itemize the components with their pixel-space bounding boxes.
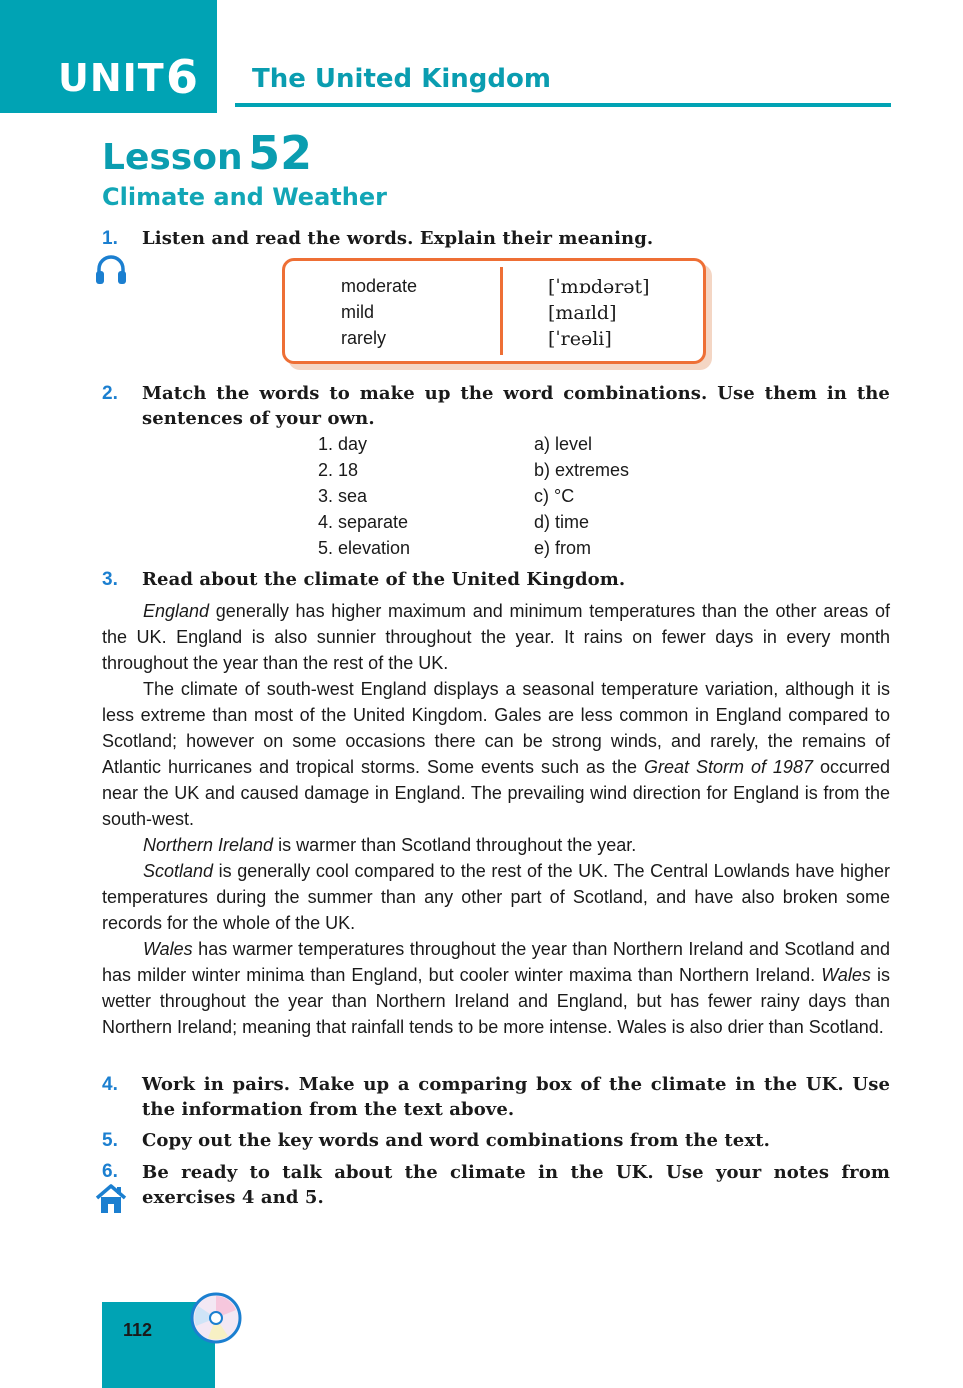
paragraph-text: is generally cool compared to the rest of the UK. The Central Lowlands have higher temperatures during the summer than any other part of Scotland, and have also broken some records for the whole of the UK. — [102, 861, 890, 933]
vocab-word: rarely — [341, 328, 387, 348]
paragraph-text: is wetter throughout the year than Northern Ireland and England, but has fewer rainy days than Northern Ireland; meaning that rainfall tends to be more intense. Wales is also drier than Scotland. — [102, 965, 890, 1037]
matching-left-column — [318, 431, 410, 561]
vocab-transcription: [maɪld] — [548, 302, 617, 324]
reading-paragraph — [102, 676, 890, 832]
exercise-5-instruction: Copy out the key words and word combinations from the text. — [142, 1130, 770, 1151]
exercise-3-number: 3. — [102, 569, 118, 590]
match-option: b) extremes — [534, 460, 630, 480]
match-item: 5. elevation — [318, 538, 411, 558]
exercise-6-instruction: Be ready to talk about the climate in the UK. Use your notes from exercises 4 and 5. — [142, 1162, 890, 1208]
paragraph-text: is warmer than Scotland throughout the year. — [273, 835, 637, 855]
header-divider — [235, 103, 891, 107]
match-option: d) time — [534, 512, 590, 532]
match-option: c) °C — [534, 486, 575, 506]
event-name: Great Storm of 1987 — [643, 757, 813, 777]
vocabulary-words — [341, 273, 417, 351]
match-item: 2. 18 — [318, 460, 359, 480]
page-number: 112 — [123, 1320, 153, 1340]
matching-right-column — [534, 431, 629, 561]
vocab-transcription: [ˈreəli] — [548, 328, 612, 350]
reading-text — [102, 598, 890, 1040]
vocab-word: mild — [341, 302, 375, 322]
paragraph-text: occurred near the UK and caused damage in England. The prevailing wind direction for England is from the south-west. — [102, 757, 890, 829]
unit-label: UNIT — [58, 56, 165, 100]
vocabulary-box — [282, 258, 706, 364]
paragraph-text: generally has higher maximum and minimum temperatures than the other areas of the UK. England is also sunnier throughout the year. It rains on fewer days in every month throughout the year than the rest of the UK. — [102, 601, 890, 673]
reading-paragraph — [102, 832, 890, 858]
match-item: 1. day — [318, 434, 368, 454]
vocabulary-transcriptions — [548, 274, 650, 352]
exercise-1-number: 1. — [102, 228, 118, 249]
vocab-word: moderate — [341, 276, 418, 296]
match-item: 4. separate — [318, 512, 409, 532]
exercise-4-number: 4. — [102, 1074, 118, 1095]
vocab-transcription: [ˈmɒdərət] — [548, 276, 650, 298]
unit-number: 6 — [166, 50, 199, 104]
exercise-2-number: 2. — [102, 383, 118, 404]
reading-paragraph — [102, 858, 890, 936]
match-option: e) from — [534, 538, 592, 558]
exercise-6-number: 6. — [102, 1161, 118, 1182]
region-name: Scotland — [143, 861, 214, 881]
exercise-2-instruction: Match the words to make up the word combinations. Use them in the sentences of your own. — [142, 383, 890, 429]
headphones-icon[interactable] — [94, 253, 128, 292]
vocabulary-divider — [500, 267, 503, 355]
paragraph-text: The climate of south-west England displays a seasonal temperature variation, although it is less extreme than most of the United Kingdom. Gales are less common in England compared to Scotland; however on some occasions there can be strong winds, and rarely, the remains of Atlantic hurricanes and tropical storms. Some events such as the — [102, 679, 890, 777]
match-item: 3. sea — [318, 486, 368, 506]
exercise-1-instruction: Listen and read the words. Explain their meaning. — [142, 228, 654, 249]
house-icon — [95, 1183, 127, 1220]
lesson-word: Lesson — [102, 137, 243, 178]
unit-title: The United Kingdom — [252, 64, 551, 94]
reading-paragraph — [102, 936, 890, 1040]
region-name: Wales — [143, 939, 193, 959]
unit-badge — [0, 0, 217, 113]
lesson-subtitle: Climate and Weather — [102, 183, 387, 211]
cd-icon[interactable] — [190, 1292, 242, 1349]
region-name: Northern Ireland — [143, 835, 274, 855]
lesson-number: 52 — [248, 126, 313, 180]
exercise-4-instruction: Work in pairs. Make up a comparing box of the climate in the UK. Use the information from the text above. — [142, 1074, 890, 1120]
reading-paragraph — [102, 598, 890, 676]
region-name: England — [143, 601, 210, 621]
match-option: a) level — [534, 434, 593, 454]
exercise-3-instruction: Read about the climate of the United Kingdom. — [142, 569, 626, 590]
paragraph-text: has warmer temperatures throughout the year than Northern Ireland and Scotland and has milder winter minima than England, but cooler winter maxima than Northern Ireland. — [102, 939, 890, 985]
lesson-heading — [102, 126, 312, 180]
region-name: Wales — [821, 965, 871, 985]
exercise-5-number: 5. — [102, 1130, 118, 1151]
